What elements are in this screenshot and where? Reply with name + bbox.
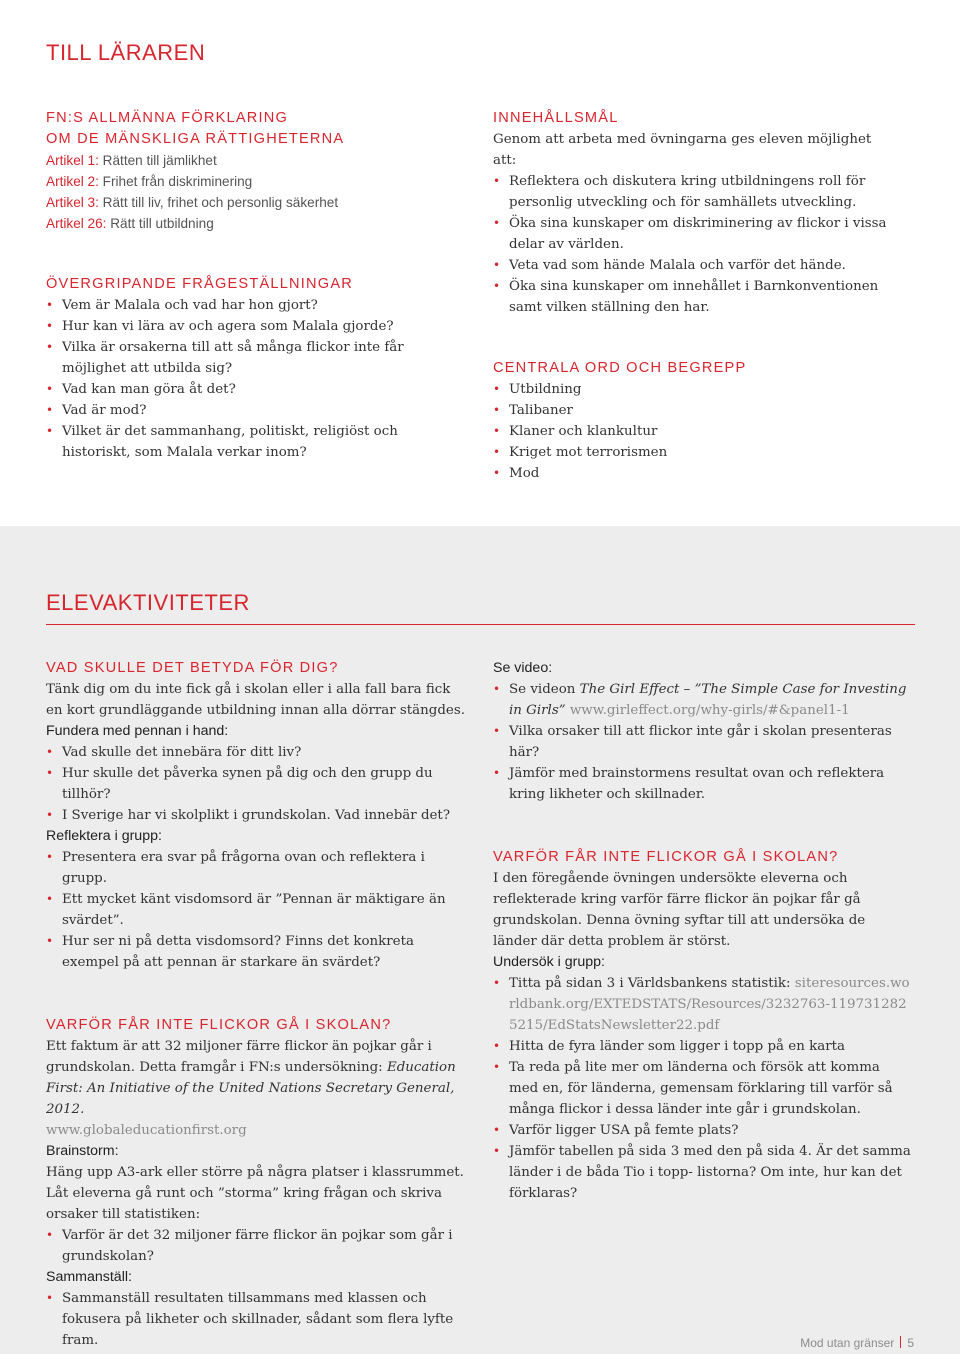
- list-item: • Öka sina kunskaper om diskriminering av flickor i vissa delar av världen.: [493, 213, 888, 255]
- questions-list: [46, 295, 456, 463]
- video-list: [493, 679, 913, 805]
- list-item: • Hur ser ni på detta visdomsord? Finns det konkreta exempel på att pennan är starkare än svärdet?: [46, 931, 466, 973]
- activity-text-3: I den föregående övningen undersökte eleverna och reflekterade kring varför färre flickor än pojkar får gå grundskolan. Denna övning syftar till att undersöka de länder där detta problem är störst.: [493, 871, 866, 949]
- subheading-think: Fundera med pennan i hand:: [46, 723, 229, 739]
- subheading-investigate: Undersök i grupp:: [493, 954, 605, 970]
- list-item: • Vad skulle det innebära för ditt liv?: [46, 742, 466, 763]
- compile-list: [46, 1288, 466, 1351]
- list-item: • Ett mycket känt visdomsord är ”Pennan är mäktigare än svärdet”.: [46, 889, 466, 931]
- think-list: [46, 742, 466, 826]
- activity-heading-3: VARFÖR FÅR INTE FLICKOR GÅ I SKOLAN?: [493, 849, 839, 865]
- list-item: • Utbildning: [493, 379, 888, 400]
- key-words-heading: CENTRALA ORD OCH BEGREPP: [493, 360, 747, 376]
- footer-title: Mod utan gränser: [800, 1336, 895, 1350]
- activity-text-2: Ett faktum är att 32 miljoner färre flickor än pojkar går i grundskolan. Detta framgår i FN:s undersökning: Education First: An Initiative of the United Nations Secretary General, 2012.: [46, 1039, 456, 1117]
- section-title-teacher: TILL LÄRAREN: [46, 40, 206, 65]
- list-item: • Varför ligger USA på femte plats?: [493, 1120, 913, 1141]
- subheading-compile: Sammanställ:: [46, 1269, 132, 1285]
- worldbank-link[interactable]: siteresources.worldbank.org/EXTEDSTATS/Resources/3232763-1197312825215/EdStatsNewsletter22.pdf: [509, 976, 910, 1033]
- education-first-link[interactable]: www.globaleducationfirst.org: [46, 1123, 247, 1138]
- list-item: • Veta vad som hände Malala och varför det hände.: [493, 255, 888, 276]
- un-heading-line-1: FN:S ALLMÄNNA FÖRKLARING: [46, 110, 289, 126]
- footer-separator: [900, 1336, 901, 1348]
- bottom-left-column: [46, 658, 466, 1351]
- list-item: • Reflektera och diskutera kring utbildningens roll för personlig utveckling och för samhällets utveckling.: [493, 171, 888, 213]
- list-item: • Se videon The Girl Effect – ”The Simple Case for Investing in Girls” www.girleffect.org/why-girls/#&panel1-1: [493, 679, 913, 721]
- list-item: • Jämför med brainstormens resultat ovan och reflektera kring likheter och skillnader.: [493, 763, 913, 805]
- list-item: • Öka sina kunskaper om innehållet i Barnkonventionen samt vilken ställning den har.: [493, 276, 888, 318]
- brainstorm-list: [46, 1225, 466, 1267]
- divider: [46, 624, 915, 625]
- list-item: • Vad kan man göra åt det?: [46, 379, 456, 400]
- list-item: • Sammanställ resultaten tillsammans med klassen och fokusera på likheter och skillnader, sådant som flera lyfte fram.: [46, 1288, 466, 1351]
- articles-list: [46, 150, 476, 234]
- list-item: • Vilka är orsakerna till att så många flickor inte får möjlighet att utbilda sig?: [46, 337, 456, 379]
- bottom-right-column: [493, 658, 913, 1204]
- section-title-activities: ELEVAKTIVITETER: [46, 590, 250, 615]
- list-item: • Hur skulle det påverka synen på dig och den grupp du tillhör?: [46, 763, 466, 805]
- list-item: • Varför är det 32 miljoner färre flickor än pojkar som går i grundskolan?: [46, 1225, 466, 1267]
- list-item: • Vad är mod?: [46, 400, 456, 421]
- reflect-list: [46, 847, 466, 973]
- list-item: • Ta reda på lite mer om länderna och försök att komma med en, för länderna, gemensam förklaring till varför så många flickor i dessa länder inte går i grundskolan.: [493, 1057, 913, 1120]
- list-item: • Kriget mot terrorismen: [493, 442, 888, 463]
- content-goals-intro: Genom att arbeta med övningarna ges eleven möjlighet att:: [493, 132, 872, 168]
- list-item: • Vilka orsaker till att flickor inte går i skolan presenteras här?: [493, 721, 913, 763]
- article-item: Artikel 26: Rätt till utbildning: [46, 216, 214, 231]
- un-heading-line-2: OM DE MÄNSKLIGA RÄTTIGHETERNA: [46, 131, 345, 147]
- list-item: • Presentera era svar på frågorna ovan och reflektera i grupp.: [46, 847, 466, 889]
- key-words-list: [493, 379, 888, 484]
- list-item: • Hitta de fyra länder som ligger i topp på en karta: [493, 1036, 913, 1057]
- content-goals-heading: INNEHÅLLSMÅL: [493, 110, 619, 126]
- list-item: • Vem är Malala och vad har hon gjort?: [46, 295, 456, 316]
- article-item: Artikel 3: Rätt till liv, frihet och personlig säkerhet: [46, 195, 339, 210]
- list-item: • Mod: [493, 463, 888, 484]
- activity-heading-2: VARFÖR FÅR INTE FLICKOR GÅ I SKOLAN?: [46, 1017, 392, 1033]
- list-item: • Titta på sidan 3 i Världsbankens statistik: siteresources.worldbank.org/EXTEDSTATS/Resources/3232763-1197312825215/EdStatsNewsletter22.pdf: [493, 973, 913, 1036]
- list-item: • Vilket är det sammanhang, politiskt, religiöst och historiskt, som Malala verkar inom?: [46, 421, 456, 463]
- page-number: 5: [907, 1336, 914, 1350]
- subheading-reflect: Reflektera i grupp:: [46, 828, 162, 844]
- activity-heading-1: VAD SKULLE DET BETYDA FÖR DIG?: [46, 660, 339, 676]
- subheading-brainstorm: Brainstorm:: [46, 1143, 119, 1159]
- content-goals-list: [493, 171, 888, 318]
- girl-effect-link[interactable]: www.girleffect.org/why-girls/#&panel1-1: [569, 703, 850, 718]
- page-footer: [800, 1336, 914, 1350]
- questions-heading: ÖVERGRIPANDE FRÅGESTÄLLNINGAR: [46, 276, 353, 292]
- list-item: • I Sverige har vi skolplikt i grundskolan. Vad innebär det?: [46, 805, 466, 826]
- brainstorm-text: Häng upp A3-ark eller större på några platser i klassrummet. Låt eleverna gå runt och ”storma” kring frågan och skriva orsaker till statistiken:: [46, 1165, 464, 1222]
- article-item: Artikel 1: Rätten till jämlikhet: [46, 153, 217, 168]
- subheading-video: Se video:: [493, 660, 553, 676]
- list-item: • Jämför tabellen på sida 3 med den på sida 4. Är det samma länder i de båda Tio i topp- listorna? Om inte, hur kan det förklaras?: [493, 1141, 913, 1204]
- top-left-column: [46, 108, 476, 463]
- list-item: • Talibaner: [493, 400, 888, 421]
- list-item: • Klaner och klankultur: [493, 421, 888, 442]
- top-right-column: [493, 108, 888, 484]
- investigate-list: [493, 973, 913, 1204]
- list-item: • Hur kan vi lära av och agera som Malala gjorde?: [46, 316, 456, 337]
- article-item: Artikel 2: Frihet från diskriminering: [46, 174, 253, 189]
- activity-text-1: Tänk dig om du inte fick gå i skolan eller i alla fall bara fick en kort grundläggande utbildning innan alla dörrar stängdes.: [46, 682, 465, 718]
